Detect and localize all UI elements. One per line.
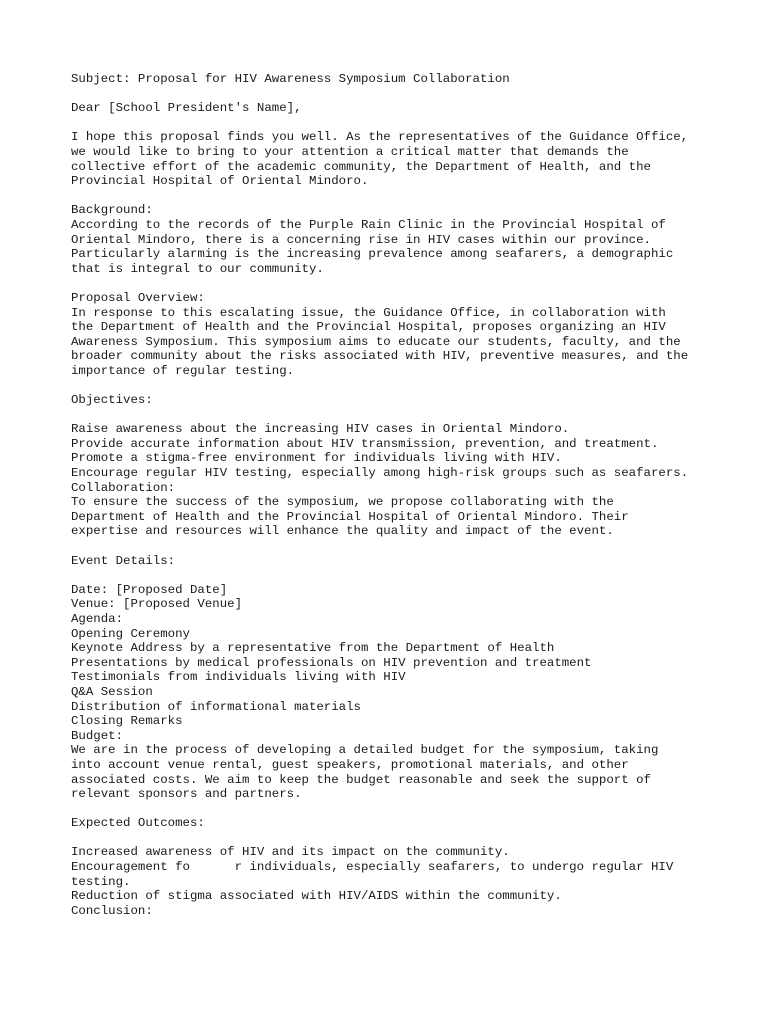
spacer bbox=[71, 539, 711, 554]
budget-heading: Budget: bbox=[71, 728, 124, 743]
budget-line: relevant sponsors and partners. bbox=[71, 787, 302, 802]
spacer bbox=[71, 568, 711, 583]
agenda-item: Closing Remarks bbox=[71, 714, 183, 729]
overview-line: Awareness Symposium. This symposium aims to educate our students, faculty, and the bbox=[71, 334, 681, 349]
agenda-item: Opening Ceremony bbox=[71, 626, 190, 641]
spacer bbox=[71, 408, 711, 423]
overview-line: importance of regular testing. bbox=[71, 363, 295, 378]
agenda-item: Keynote Address by a representative from the Department of Health bbox=[71, 641, 555, 656]
outcome-line: Reduction of stigma associated with HIV/AIDS within the community. bbox=[71, 889, 562, 904]
subject-line: Subject: Proposal for HIV Awareness Symposium Collaboration bbox=[71, 72, 510, 86]
collaboration-heading: Collaboration: bbox=[71, 480, 176, 495]
objective-item: Provide accurate information about HIV transmission, prevention, and treatment. bbox=[71, 436, 659, 451]
objective-item: Encourage regular HIV testing, especially among high-risk groups such as seafarers. bbox=[71, 466, 689, 481]
outcome-line: Increased awareness of HIV and its impact on the community. bbox=[71, 845, 510, 860]
spacer bbox=[71, 831, 711, 846]
intro-line: I hope this proposal finds you well. As the representatives of the Guidance Office, bbox=[71, 130, 689, 145]
event-date: Date: [Proposed Date] bbox=[71, 582, 228, 597]
budget-line: associated costs. We aim to keep the budget reasonable and seek the support of bbox=[71, 772, 651, 787]
objective-item: Raise awareness about the increasing HIV cases in Oriental Mindoro. bbox=[71, 422, 570, 437]
outcome-line: testing. bbox=[71, 874, 131, 889]
background-line: According to the records of the Purple Rain Clinic in the Provincial Hospital of bbox=[71, 217, 666, 232]
spacer bbox=[71, 802, 711, 817]
budget-line: into account venue rental, guest speakers, promotional materials, and other bbox=[71, 757, 629, 772]
spacer bbox=[71, 189, 711, 204]
event-heading: Event Details: bbox=[71, 553, 176, 568]
agenda-item: Presentations by medical professionals on HIV prevention and treatment bbox=[71, 655, 592, 670]
outcome-line: Encouragement fo r individuals, especially seafarers, to undergo regular HIV bbox=[71, 860, 674, 875]
collaboration-line: expertise and resources will enhance the quality and impact of the event. bbox=[71, 524, 614, 539]
background-heading: Background: bbox=[71, 203, 153, 218]
overview-heading: Proposal Overview: bbox=[71, 290, 205, 305]
spacer bbox=[71, 87, 711, 102]
collaboration-line: To ensure the success of the symposium, we propose collaborating with the bbox=[71, 495, 614, 510]
spacer bbox=[71, 378, 711, 393]
agenda-item: Testimonials from individuals living with HIV bbox=[71, 670, 406, 685]
spacer bbox=[71, 116, 711, 131]
spacer bbox=[71, 276, 711, 291]
intro-line: collective effort of the academic community, the Department of Health, and the bbox=[71, 159, 651, 174]
background-line: Oriental Mindoro, there is a concerning rise in HIV cases within our province. bbox=[71, 232, 651, 247]
overview-line: broader community about the risks associated with HIV, preventive measures, and the bbox=[71, 349, 689, 364]
agenda-heading: Agenda: bbox=[71, 611, 124, 626]
objectives-heading: Objectives: bbox=[71, 393, 153, 408]
intro-line: Provincial Hospital of Oriental Mindoro. bbox=[71, 174, 369, 189]
background-line: Particularly alarming is the increasing prevalence among seafarers, a demographic bbox=[71, 247, 674, 262]
document-page bbox=[71, 72, 711, 918]
agenda-item: Q&A Session bbox=[71, 684, 153, 699]
outcomes-heading: Expected Outcomes: bbox=[71, 816, 205, 831]
agenda-item: Distribution of informational materials bbox=[71, 699, 361, 714]
budget-line: We are in the process of developing a detailed budget for the symposium, taking bbox=[71, 743, 659, 758]
objective-item: Promote a stigma-free environment for individuals living with HIV. bbox=[71, 451, 562, 466]
overview-line: In response to this escalating issue, the Guidance Office, in collaboration with bbox=[71, 305, 666, 320]
conclusion-heading: Conclusion: bbox=[71, 903, 153, 918]
intro-line: we would like to bring to your attention a critical matter that demands the bbox=[71, 144, 629, 159]
salutation: Dear [School President's Name], bbox=[71, 101, 302, 116]
background-line: that is integral to our community. bbox=[71, 261, 324, 276]
overview-line: the Department of Health and the Provincial Hospital, proposes organizing an HIV bbox=[71, 320, 666, 335]
collaboration-line: Department of Health and the Provincial Hospital of Oriental Mindoro. Their bbox=[71, 509, 629, 524]
event-venue: Venue: [Proposed Venue] bbox=[71, 597, 243, 612]
